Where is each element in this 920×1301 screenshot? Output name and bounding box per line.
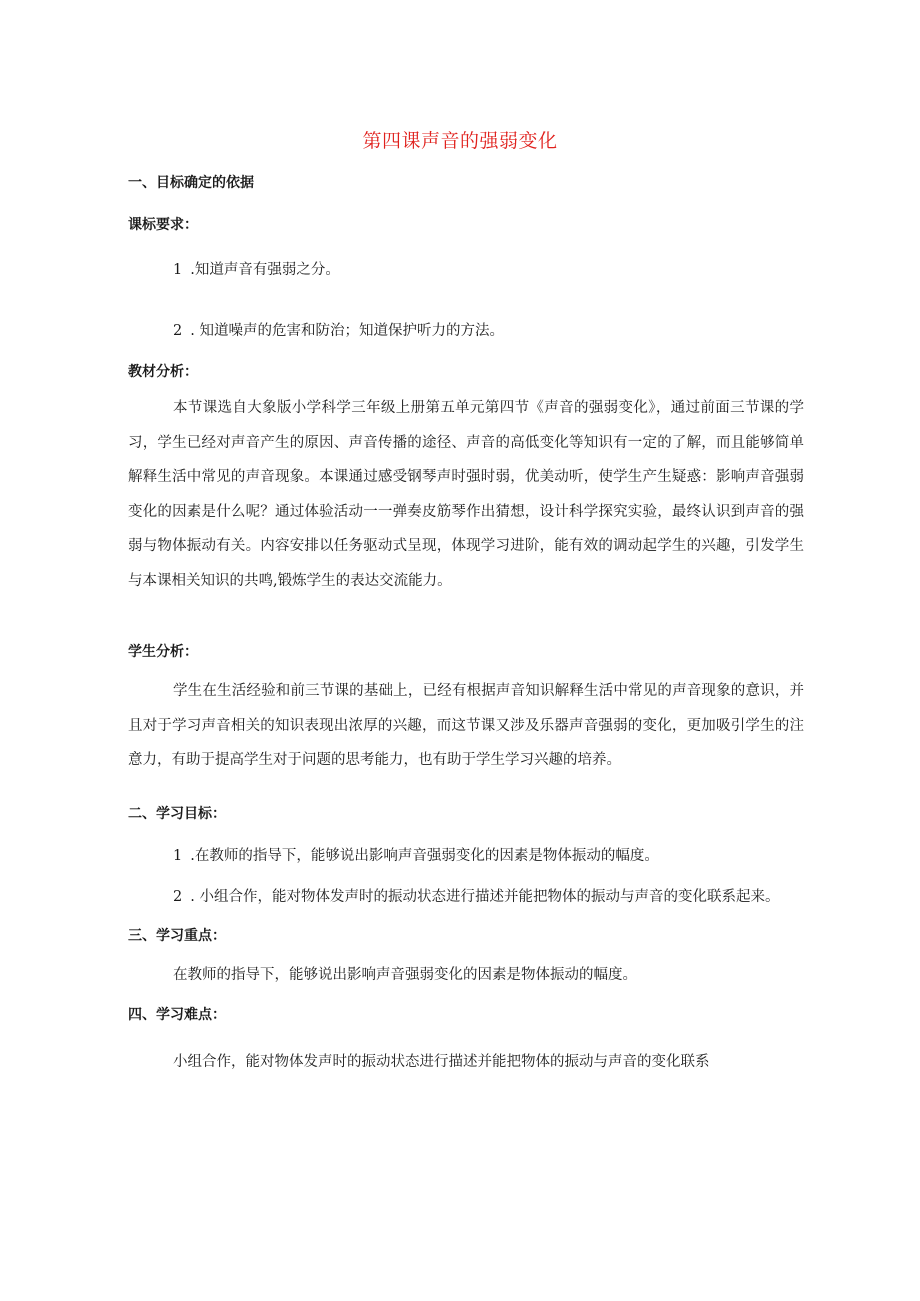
- goal-item-2-number: 2: [173, 889, 183, 905]
- goal-item-1-number: 1: [173, 848, 183, 864]
- curriculum-item-2-text: . 知道噪声的危害和防治；知道保护听力的方法。: [190, 323, 504, 339]
- goal-item-1-text: .在教师的指导下，能够说出影响声音强弱变化的因素是物体振动的幅度。: [190, 848, 659, 864]
- curriculum-item-1: [173, 258, 340, 279]
- material-heading: 教材分析：: [128, 364, 198, 380]
- section-key-points-heading: 三、学习重点：: [128, 928, 226, 944]
- student-paragraph: 学生在生活经验和前三节课的基础上，已经有根据声音知识解释生活中常见的声音现象的意识，并且对于学习声音相关的知识表现出浓厚的兴趣，而这节课又涉及乐器声音强弱的变化，更加吸引学生的注意力，有助于提高学生对于问题的思考能力，也有助于学生学习兴趣的培养。: [128, 683, 804, 768]
- material-paragraph: 本节课选自大象版小学科学三年级上册第五单元第四节《声音的强弱变化》，通过前面三节课的学习，学生已经对声音产生的原因、声音传播的途径、声音的高低变化等知识有一定的了解，而且能够简单解释生活中常见的声音现象。本课通过感受钢琴声时强时弱，优美动听，使学生产生疑惑：影响声音强弱变化的因素是什么呢？通过体验活动一一弹奏皮筋琴作出猜想，设计科学探究实验，最终认识到声音的强弱与物体振动有关。内容安排以任务驱动式呈现，体现学习进阶，能有效的调动起学生的兴趣，引发学生与本课相关知识的共鸣,锻炼学生的表达交流能力。: [128, 400, 804, 589]
- section-basis-heading: 一、目标确定的依据: [128, 175, 254, 191]
- goal-item-2: [173, 885, 779, 906]
- section-difficulties-heading: 四、学习难点：: [128, 1007, 226, 1023]
- curriculum-item-1-number: 1: [173, 262, 183, 278]
- key-points-text: 在教师的指导下，能够说出影响声音强弱变化的因素是物体振动的幅度。: [173, 967, 637, 983]
- student-heading: 学生分析：: [128, 644, 198, 660]
- section-goals-heading: 二、学习目标：: [128, 806, 226, 822]
- curriculum-item-2-number: 2: [173, 323, 183, 339]
- curriculum-item-2: [173, 319, 504, 340]
- curriculum-item-1-text: .知道声音有强弱之分。: [190, 262, 340, 278]
- document-title: 第四课声音的强弱变化: [362, 130, 558, 152]
- goal-item-1: [173, 844, 659, 865]
- curriculum-heading: 课标要求：: [128, 217, 198, 233]
- difficulties-text: 小组合作，能对物体发声时的振动状态进行描述并能把物体的振动与声音的变化联系: [173, 1054, 710, 1070]
- goal-item-2-text: . 小组合作，能对物体发声时的振动状态进行描述并能把物体的振动与声音的变化联系起来。: [190, 889, 780, 905]
